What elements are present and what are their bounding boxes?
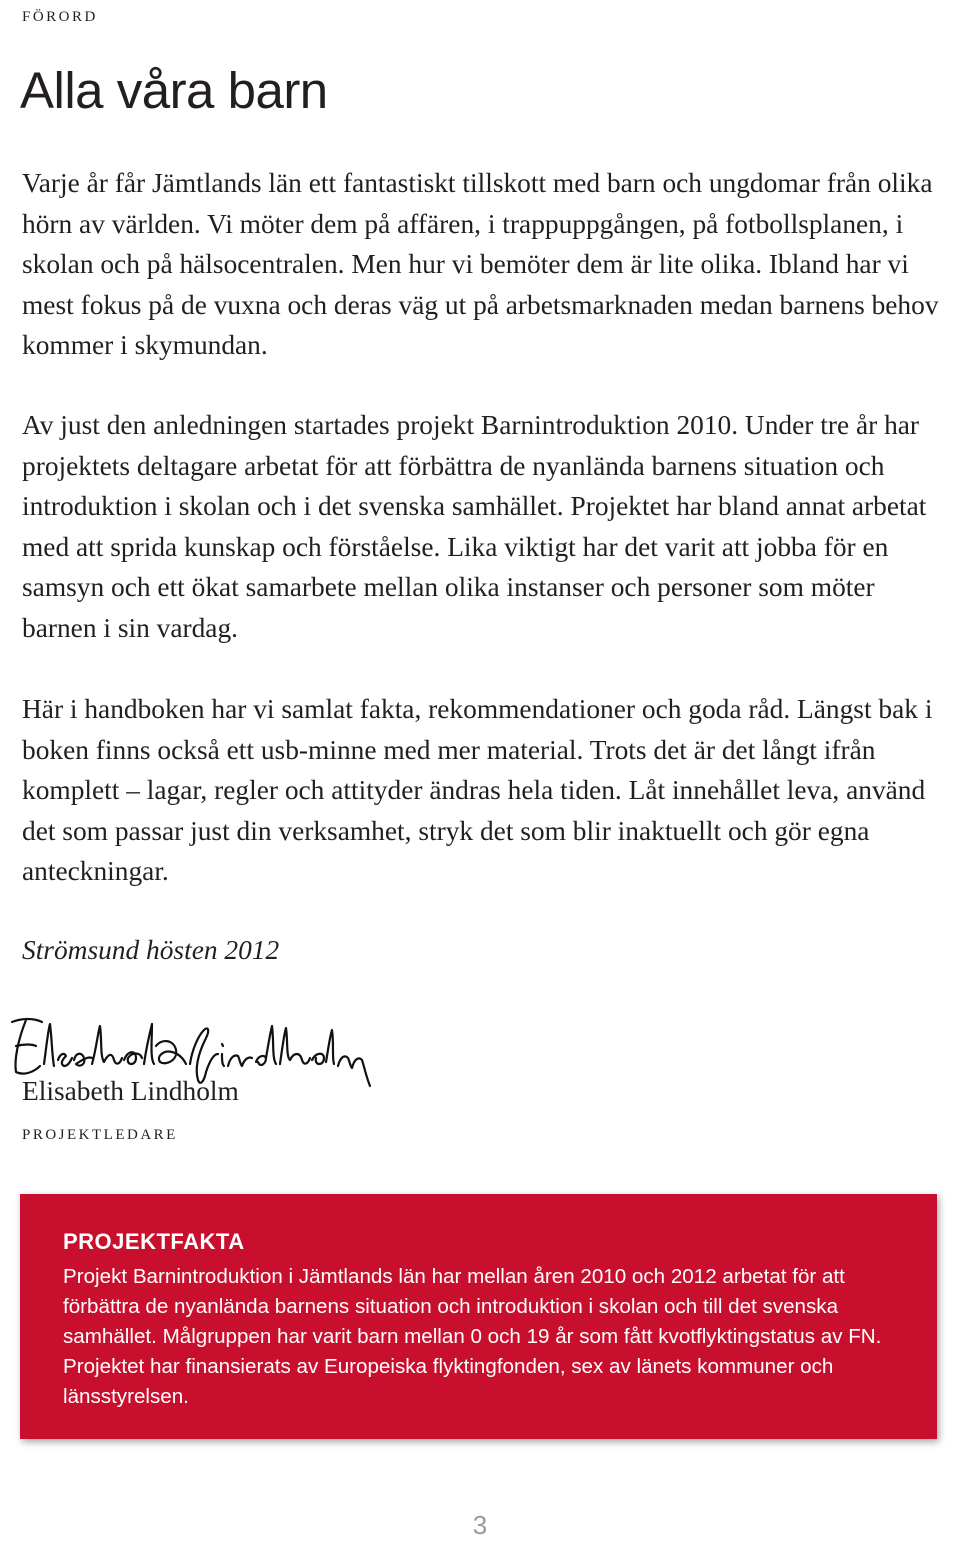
- fact-box-text: Projekt Barnintroduktion i Jämtlands län har mellan åren 2010 och 2012 arbetat för att förbättra de nyanlända barnens situation och introduktion i skolan och till det svenska samhället. Målgruppen har varit barn mellan 0 och 19 år som fått kvotflyktingstatus av FN. Projektet har finansierats av Europeiska flyktingfonden, sex av länets kommuner och länsstyrelsen.: [63, 1265, 882, 1408]
- page-number: 3: [472, 1510, 488, 1540]
- project-facts-box: [20, 1194, 937, 1439]
- page-title: Alla våra barn: [20, 62, 328, 119]
- body-paragraph-3: Här i handboken har vi samlat fakta, rekommendationer och goda råd. Längst bak i boken finns också ett usb-minne med mer material. Trots det är det långt ifrån komplett – lagar, regler och attityder ändras hela tiden. Låt innehållet leva, använd det som passar just din verksamhet, stryk det som blir inaktuellt och gör egna anteckningar.: [22, 694, 933, 887]
- signer-name: Elisabeth Lindholm: [22, 1076, 239, 1106]
- place-date: Strömsund hösten 2012: [22, 935, 280, 965]
- body-paragraph-1: Varje år får Jämtlands län ett fantastiskt tillskott med barn och ungdomar från olika hörn av världen. Vi möter dem på affären, i trappuppgången, på fotbollsplanen, i skolan och på hälsocentralen. Men hur vi bemöter dem är lite olika. Ibland har vi mest fokus på de vuxna och deras väg ut på arbetsmarknaden medan barnens behov kommer i skymundan.: [22, 168, 939, 361]
- section-label: förord: [22, 2, 98, 26]
- body-paragraph-2: Av just den anledningen startades projekt Barnintroduktion 2010. Under tre år har projektets deltagare arbetat för att förbättra de nyanlända barnens situation och introduktion i skolan och i det svenska samhället. Projektet har bland annat arbetat med att sprida kunskap och förståelse. Lika viktigt har det varit att jobba för en samsyn och ett ökat samarbete mellan olika instanser och personer som möter barnen i sin vardag.: [22, 410, 927, 643]
- signer-role: projektledare: [22, 1120, 178, 1144]
- fact-box-title: PROJEKTFAKTA: [63, 1229, 245, 1254]
